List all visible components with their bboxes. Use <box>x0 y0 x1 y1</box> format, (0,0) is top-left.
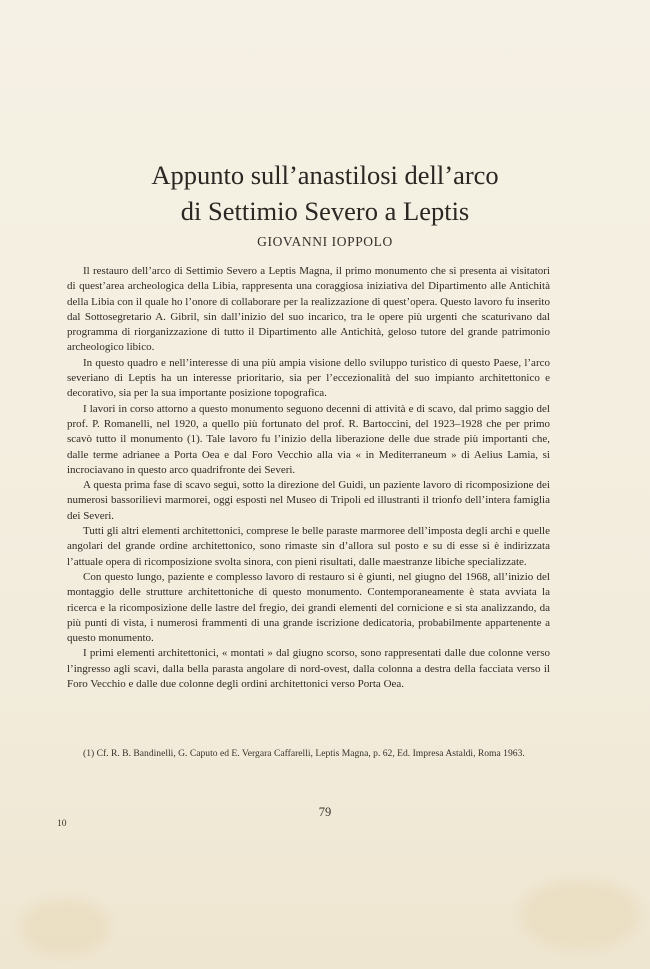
footnote: (1) Cf. R. B. Bandinelli, G. Caputo ed E. Vergara Caffarelli, Leptis Magna, p. 62, Ed. Impresa Astaldi, Roma 1963. <box>83 748 525 759</box>
article-body <box>67 264 550 692</box>
paragraph: A questa prima fase di scavo seguì, sotto la direzione del Guidi, un paziente lavoro di ricomposizione dei numerosi bassorilievi marmorei, oggi esposti nel Museo di Tripoli ed illustranti il trionfo dell’intera famiglia dei Severi. <box>67 479 550 522</box>
paper-stain <box>20 900 110 955</box>
article-title-line-1: Appunto sull’anastilosi dell’arco <box>151 160 499 190</box>
paragraph: Con questo lungo, paziente e complesso lavoro di restauro si è giunti, nel giugno del 1968, all’inizio del montaggio delle strutture architettoniche di questo monumento. Contemporaneamente è stata avviata la ricerca e la ricomposizione delle lastre del fregio, dei grandi elementi del cornicione e si sta analizzando, da più punti di vista, i numerosi frammenti di una grande iscrizione dedicatoria, probabilmente appartenente a questo monumento. <box>67 570 550 645</box>
article-title <box>60 157 590 229</box>
paragraph: Tutti gli altri elementi architettonici, comprese le belle paraste marmoree dell’imposta degli archi e quelle angolari del grande ordine architettonico, sono rimaste sin d’allora sul posto e su di esse si è indirizzata l’attuale opera di ricomposizione svolta sinora, con pieni risultati, dalle maestranze libiche specializzate. <box>67 525 550 568</box>
page-number: 79 <box>318 805 332 819</box>
paragraph: I lavori in corso attorno a questo monumento seguono decenni di attività e di scavo, dal primo saggio del prof. P. Romanelli, nel 1920, a quello più fortunato del prof. R. Bartoccini, del 1923–1928 che per primo scavò tutto il monumento (1). Tale lavoro fu l’inizio della liberazione delle due strade più importanti che, dalle terme adrianee a Porta Oea e dal Foro Vecchio alla via « in Mediterraneum » di Aelius Lamia, si incrociavano in questo arco quadrifronte dei Severi. <box>67 402 550 476</box>
paragraph: In questo quadro e nell’interesse di una più ampia visione dello sviluppo turistico di questo Paese, l’arco severiano di Leptis ha un interesse prioritario, sia per l’eccezionalità del suo impianto architettonico e decorativo, sia per la sua importante posizione topografica. <box>67 356 550 400</box>
paragraph: I primi elementi architettonici, « montati » dal giugno scorso, sono rappresentati dalle due colonne verso l’ingresso agli scavi, dalla bella parasta angolare di nord-ovest, dalla colonna a destra della facciata verso il Foro Vecchio e dalle due colonne degli ordini architettonici verso Porta Oea. <box>67 647 550 691</box>
sheet-number: 10 <box>57 819 67 829</box>
paragraph: Il restauro dell’arco di Settimio Severo a Leptis Magna, il primo monumento che si presenta ai visitatori di quest’area archeologica della Libia, rappresenta una coraggiosa iniziativa del Dipartimento alle Antichità della Libia con il quale ho l’onore di collaborare per la realizzazione di quest’opera. Questo lavoro fu inserito dal Sottosegretario A. Gibril, sin dall’inizio del suo incarico, tra le opere più urgenti che scaturivano dal programma di riorganizzazione di tutto il Dipartimento alle Antichità, geloso tutore del grande patrimonio archeologico libico. <box>67 265 550 354</box>
paper-stain <box>520 880 640 950</box>
article-author: GIOVANNI IOPPOLO <box>257 234 393 249</box>
article-title-line-2: di Settimio Severo a Leptis <box>180 196 470 226</box>
